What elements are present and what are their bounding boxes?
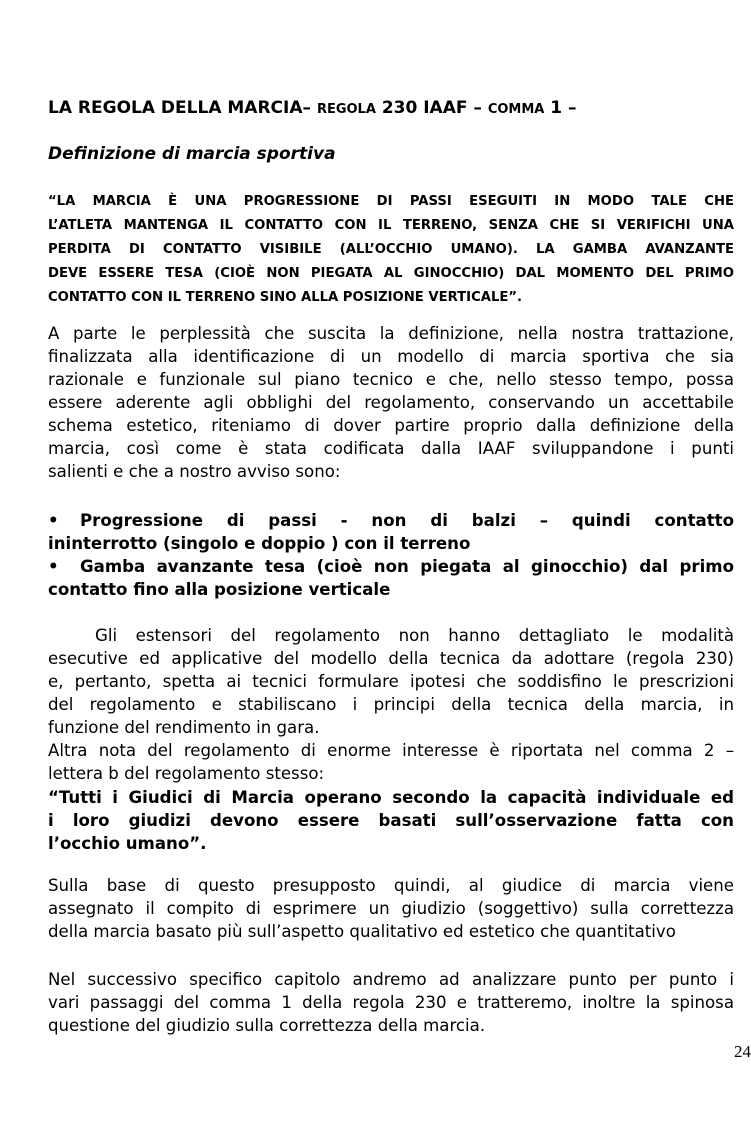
paragraph-line: lettera b del regolamento stesso:	[48, 764, 325, 783]
paragraph-line: Nel successivo specifico capitolo andremo ad analizzare punto per punto i	[48, 970, 734, 989]
paragraph-line: esecutive ed applicative del modello della tecnica da adottare (regola 230)	[48, 649, 734, 668]
heading-part: 1 –	[544, 98, 577, 118]
quote-line: “LA MARCIA È UNA PROGRESSIONE DI PASSI ESEGUITI IN MODO TALE CHE	[48, 194, 734, 209]
bullet-text: contatto fino alla posizione verticale	[48, 580, 391, 599]
quote-line: i loro giudizi devono essere basati sull’osservazione fatta con	[48, 811, 734, 830]
paragraph-line: questione del giudizio sulla correttezza della marcia.	[48, 1016, 486, 1035]
heading-smallcaps-part: REGOLA	[316, 102, 376, 117]
paragraph-giudice	[48, 874, 734, 943]
bullet-text: Progressione di passi - non di balzi – quindi contatto	[80, 511, 734, 530]
rule-definition-quote	[48, 190, 734, 310]
paragraph-line: vari passaggi del comma 1 della regola 230 e tratteremo, inoltre la spinosa	[48, 993, 734, 1012]
paragraph-line: Sulla base di questo presupposto quindi, al giudice di marcia viene	[48, 876, 734, 895]
paragraph-line: salienti e che a nostro avviso sono:	[48, 462, 341, 481]
paragraph-line: Altra nota del regolamento di enorme interesse è riportata nel comma 2 –	[48, 741, 734, 760]
bullet-list	[48, 509, 734, 601]
quote-line: L’ATLETA MANTENGA IL CONTATTO CON IL TERRENO, SENZA CHE SI VERIFICHI UNA	[48, 218, 734, 233]
paragraph-line: marcia, così come è stata codificata dalla IAAF sviluppandone i punti	[48, 439, 734, 458]
quote-line: “Tutti i Giudici di Marcia operano secondo la capacità individuale ed	[48, 788, 734, 807]
subheading: Definizione di marcia sportiva	[48, 144, 336, 164]
paragraph-line: essere aderente agli obblighi del regolamento, conservando un accettabile	[48, 393, 734, 412]
bullet-marker: •	[48, 557, 59, 576]
heading-part: 230 IAAF –	[375, 98, 488, 118]
paragraph-line: schema estetico, riteniamo di dover partire proprio dalla definizione della	[48, 416, 734, 435]
quote-line: DEVE ESSERE TESA (CIOÈ NON PIEGATA AL GINOCCHIO) DAL MOMENTO DEL PRIMO	[48, 266, 734, 281]
bullet-marker: •	[48, 511, 59, 530]
bullet-item	[48, 509, 734, 555]
paragraph-line: e, pertanto, spetta ai tecnici formulare ipotesi che soddisfino le prescrizioni	[48, 672, 734, 691]
paragraph-intro	[48, 322, 734, 483]
bullet-text: Gamba avanzante tesa (cioè non piegata al ginocchio) dal primo	[80, 557, 734, 576]
paragraph-line: A parte le perplessità che suscita la definizione, nella nostra trattazione,	[48, 324, 734, 343]
paragraph-estensori	[48, 624, 734, 785]
paragraph-line: finalizzata alla identificazione di un modello di marcia sportiva che sia	[48, 347, 734, 366]
quote-line: CONTATTO CON IL TERRENO SINO ALLA POSIZIONE VERTICALE”.	[48, 290, 523, 305]
paragraph-line: razionale e funzionale sul piano tecnico e che, nello stesso tempo, possa	[48, 370, 734, 389]
judges-quote	[48, 786, 734, 855]
quote-line: PERDITA DI CONTATTO VISIBILE (ALL’OCCHIO UMANO). LA GAMBA AVANZANTE	[48, 242, 734, 257]
paragraph-line: della marcia basato più sull’aspetto qualitativo ed estetico che quantitativo	[48, 922, 676, 941]
heading-smallcaps-part: COMMA	[487, 102, 545, 117]
paragraph-line: assegnato il compito di esprimere un giudizio (soggettivo) sulla correttezza	[48, 899, 734, 918]
quote-line: l’occhio umano”.	[48, 834, 207, 853]
heading-part: LA REGOLA DELLA MARCIA–	[48, 98, 317, 118]
paragraph-line: Gli estensori del regolamento non hanno dettagliato le modalità	[95, 626, 734, 645]
paragraph-capitolo	[48, 968, 734, 1037]
bullet-item	[48, 555, 734, 601]
paragraph-line: del regolamento e stabiliscano i principi della tecnica della marcia, in	[48, 695, 734, 714]
bullet-text: ininterrotto (singolo e doppio ) con il terreno	[48, 534, 471, 553]
paragraph-line: funzione del rendimento in gara.	[48, 718, 320, 737]
section-heading	[48, 98, 577, 118]
page-number: 24	[734, 1042, 751, 1061]
